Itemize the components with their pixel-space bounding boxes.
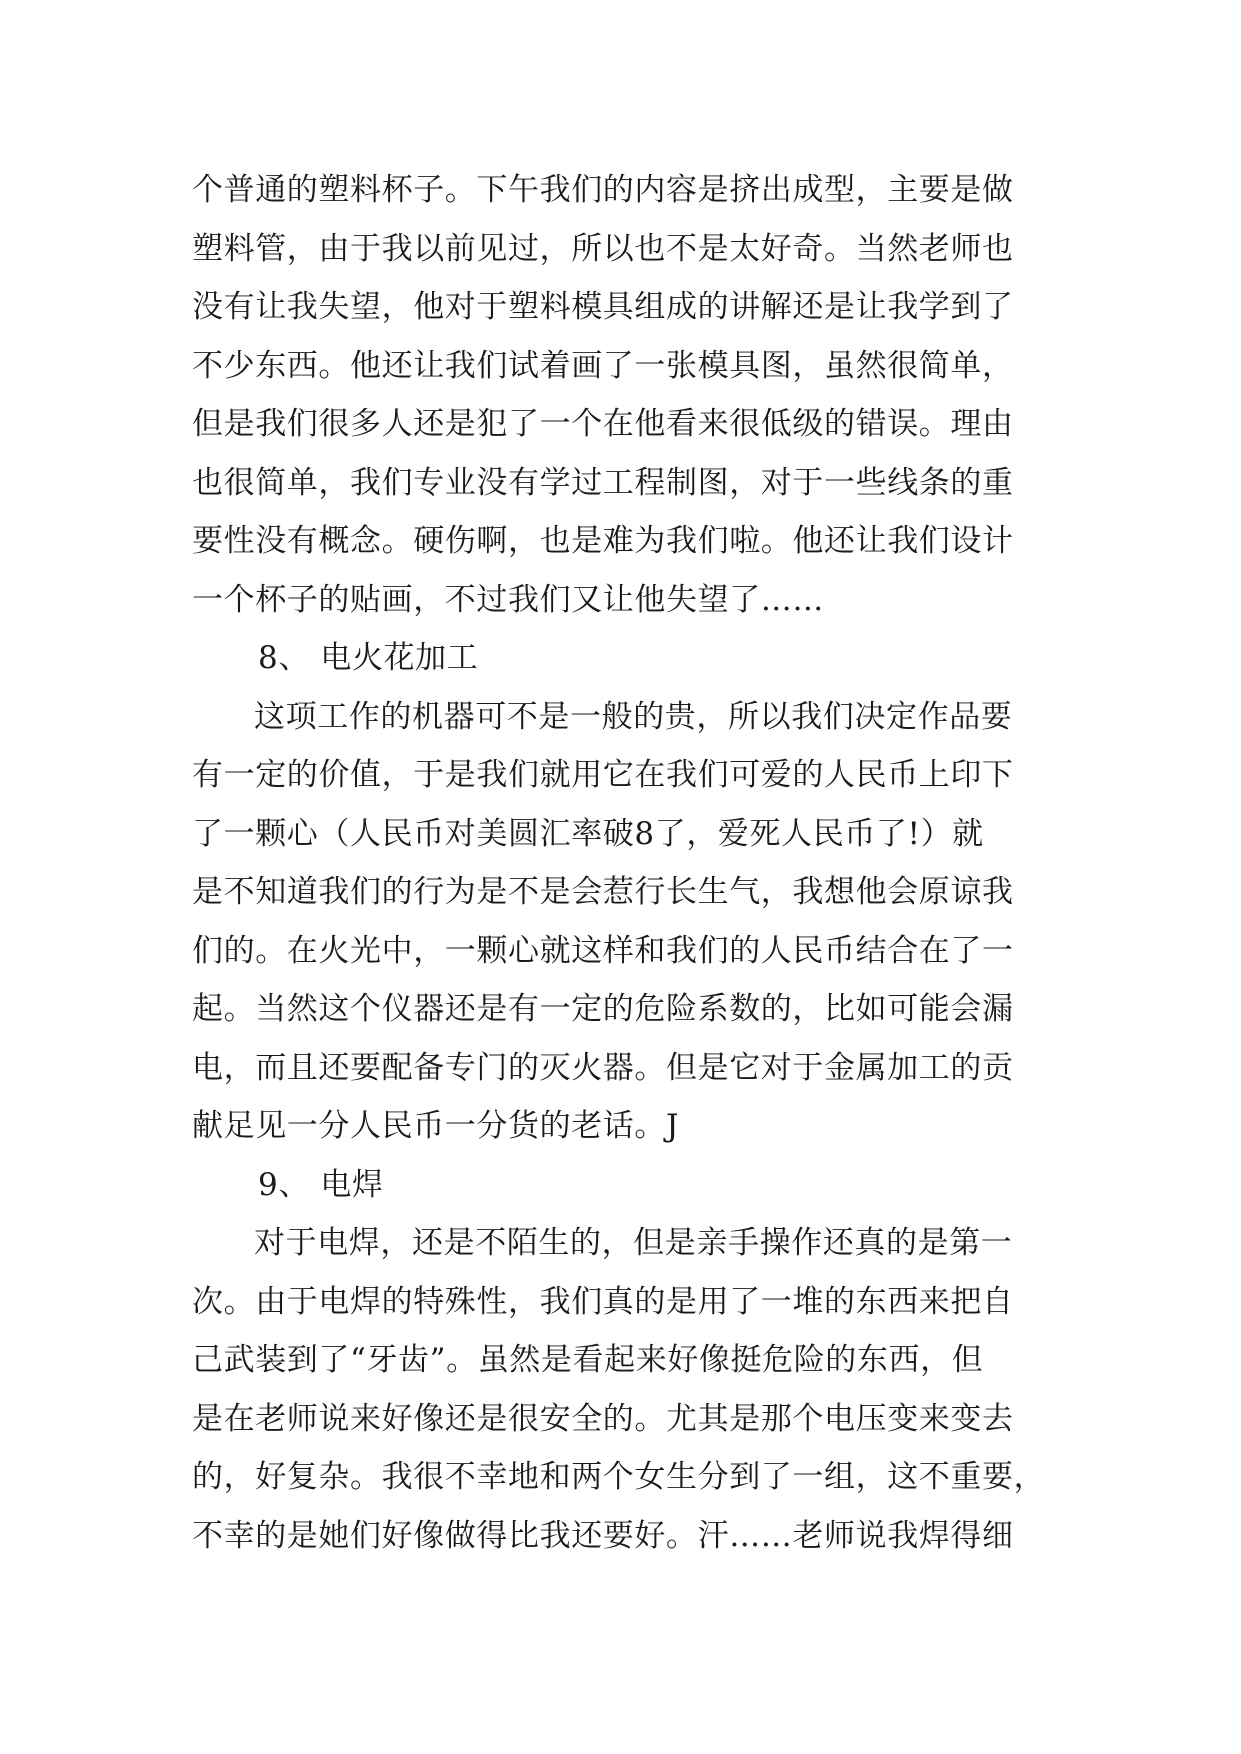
paragraph-line: 是在老师说来好像还是很安全的。尤其是那个电压变来变去: [192, 1400, 1014, 1437]
paragraph-line: 塑料管，由于我以前见过，所以也不是太好奇。当然老师也: [192, 230, 1014, 267]
paragraph-line: 个普通的塑料杯子。下午我们的内容是挤出成型，主要是做: [192, 172, 1014, 208]
paragraph-line: 这项工作的机器可不是一般的贵，所以我们决定作品要: [254, 698, 1013, 735]
paragraph-line: 不少东西。他还让我们试着画了一张模具图，虽然很简单，: [192, 347, 1014, 384]
paragraph-line: 不幸的是她们好像做得比我还要好。汗……老师说我焊得细: [192, 1517, 1014, 1554]
paragraph-line: 次。由于电焊的特殊性，我们真的是用了一堆的东西来把自: [192, 1283, 1014, 1320]
paragraph-line: 对于电焊，还是不陌生的，但是亲手操作还真的是第一: [254, 1225, 1013, 1261]
paragraph-line: 是不知道我们的行为是不是会惹行长生气，我想他会原谅我: [192, 874, 1014, 910]
paragraph-line: 电，而且还要配备专门的灭火器。但是它对于金属加工的贡: [192, 1049, 1014, 1086]
paragraph-line: 有一定的价值，于是我们就用它在我们可爱的人民币上印下: [192, 757, 1014, 793]
paragraph-line: 献足见一分人民币一分货的老话。J: [192, 1108, 680, 1144]
paragraph-line: 的，好复杂。我很不幸地和两个女生分到了一组，这不重要，: [192, 1459, 1046, 1495]
paragraph-line: 己武装到了“牙齿”。虽然是看起来好像挺危险的东西，但: [192, 1342, 984, 1378]
section-heading-welding: 9、 电焊: [258, 1166, 384, 1203]
paragraph-line: 要性没有概念。硬伤啊，也是难为我们啦。他还让我们设计: [192, 523, 1014, 559]
paragraph-line: 但是我们很多人还是犯了一个在他看来很低级的错误。理由: [192, 406, 1014, 442]
paragraph-line: 起。当然这个仪器还是有一定的危险系数的，比如可能会漏: [192, 991, 1014, 1027]
paragraph-line: 也很简单，我们专业没有学过工程制图，对于一些线条的重: [192, 464, 1014, 501]
paragraph-line: 一个杯子的贴画，不过我们又让他失望了……: [192, 581, 824, 618]
section-heading-spark-machining: 8、 电火花加工: [258, 640, 479, 676]
paragraph-line: 们的。在火光中，一颗心就这样和我们的人民币结合在了一: [192, 932, 1014, 969]
paragraph-line: 没有让我失望，他对于塑料模具组成的讲解还是让我学到了: [192, 289, 1014, 325]
document-body: [192, 161, 1062, 1565]
paragraph-line: 了一颗心（人民币对美圆汇率破8了，爱死人民币了!）就: [192, 815, 984, 852]
